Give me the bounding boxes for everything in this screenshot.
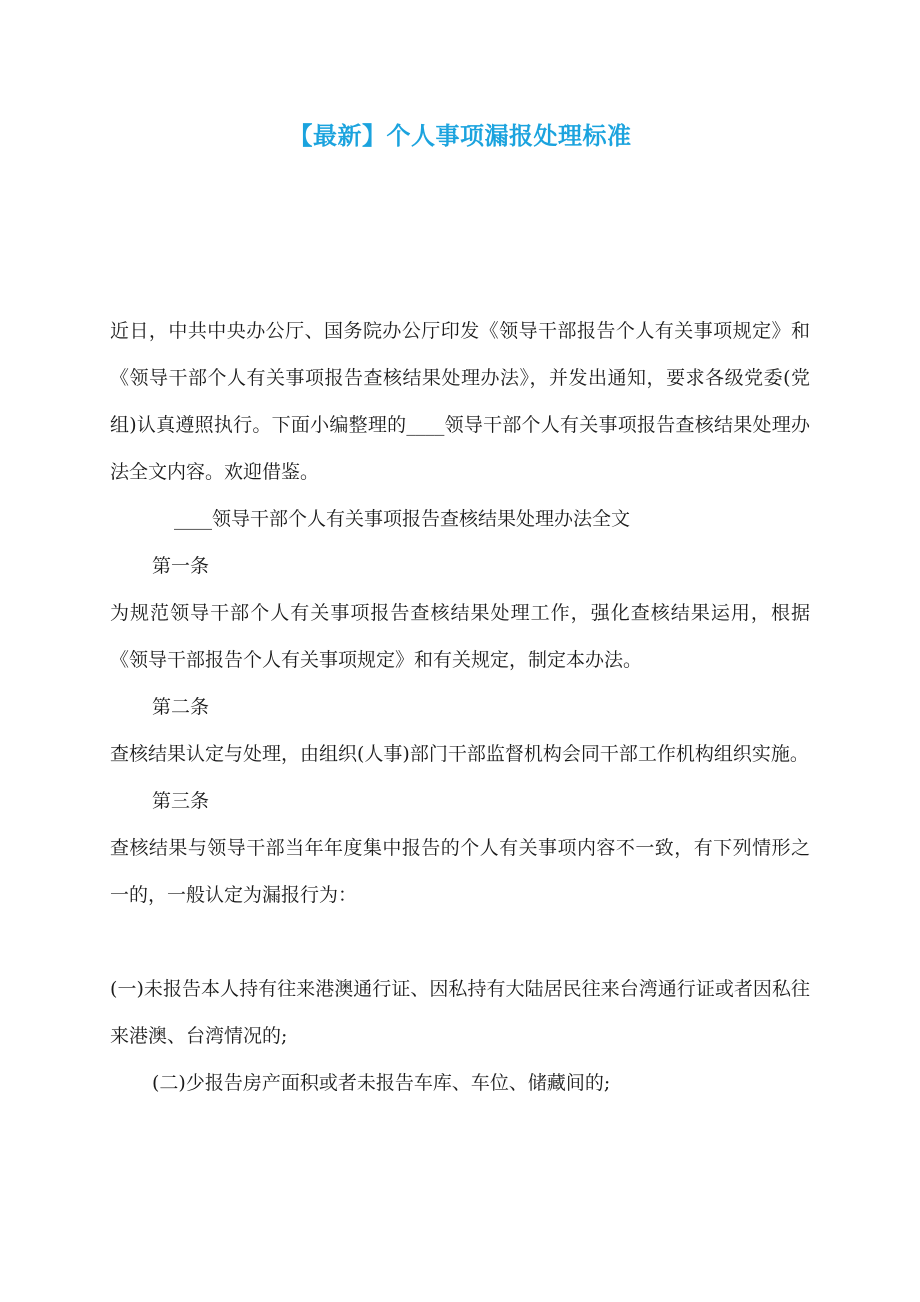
article-1-text: 为规范领导干部个人有关事项报告查核结果处理工作，强化查核结果运用，根据《领导干部报告个人有关事项规定》和有关规定，制定本办法。 [110,602,810,671]
article-2-heading: 第二条 [152,696,210,718]
paragraph-gap [110,919,810,966]
subtitle-paragraph: ____领导干部个人有关事项报告查核结果处理办法全文 [174,508,631,530]
document-body [110,308,810,1107]
article-3-heading: 第三条 [152,790,210,812]
document-title: 【最新】个人事项漏报处理标准 [288,122,632,150]
article-3-text: 查核结果与领导干部当年年度集中报告的个人有关事项内容不一致，有下列情形之一的，一般认定为漏报行为： [110,837,810,906]
intro-paragraph: 近日，中共中央办公厅、国务院办公厅印发《领导干部报告个人有关事项规定》和《领导干部个人有关事项报告查核结果处理办法》，并发出通知，要求各级党委(党组)认真遵照执行。下面小编整理的____领导干部个人有关事项报告查核结果处理办法全文内容。欢迎借鉴。 [110,320,810,483]
list-item-2: (二)少报告房产面积或者未报告车库、车位、储藏间的; [152,1072,611,1094]
article-1-heading: 第一条 [152,555,210,577]
list-item-1: (一)未报告本人持有往来港澳通行证、因私持有大陆居民往来台湾通行证或者因私往来港澳、台湾情况的; [110,978,810,1047]
article-2-text: 查核结果认定与处理，由组织(人事)部门干部监督机构会同干部工作机构组织实施。 [110,743,809,765]
